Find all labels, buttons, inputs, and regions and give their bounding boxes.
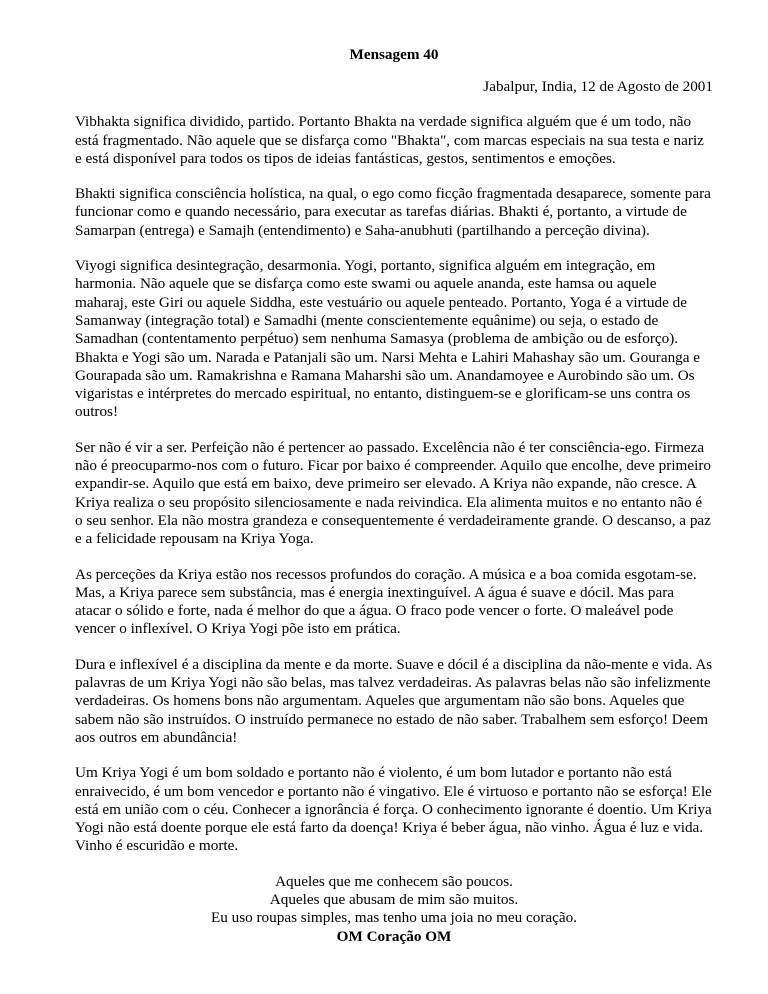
paragraph-percecoes: As perceções da Kriya estão nos recessos profundos do coração. A música e a boa comida esgotam-se. Mas, a Kriya parece sem substância, mas é energia inextinguível. A água é suave e dócil. Mas para atacar o sólido e forte, nada é melhor do que a água. O fraco pode vencer o forte. O maleável pode vencer o inflexível. O Kriya Yogi põe isto em prática.: [75, 565, 697, 638]
poem-line: Aqueles que me conhecem são poucos.: [275, 872, 513, 890]
paragraph-ser: Ser não é vir a ser. Perfeição não é pertencer ao passado. Excelência não é ter consciência-ego. Firmeza não é preocuparmo-nos com o futuro. Ficar por baixo é compreender. Aquilo que encolhe, deve primeiro expandir-se. Aquilo que está em baixo, deve primeiro ser elevado. A Kriya não expande, não cresce. A Kriya realiza o seu propósito silenciosamente e nada reivindica. Ela alimenta muitos e no entanto não é o seu senhor. Ela não mostra grandeza e consequentemente é verdadeiramente grande. O descanso, a paz e a felicidade repousam na Kriya Yoga.: [75, 438, 711, 548]
closing-signature: OM Coração OM: [336, 927, 452, 945]
paragraph-dura: Dura e inflexível é a disciplina da mente e da morte. Suave e dócil é a disciplina da não-mente e vida. As palavras de um Kriya Yogi não são belas, mas talvez verdadeiras. As palavras belas não são infelizmente verdadeiras. Os homens bons não argumentam. Aqueles que argumentam não são bons. Aqueles que sabem não são instruídos. O instruído permanece no estado de não saber. Trabalhem sem esforço! Deem aos outros em abundância!: [75, 655, 713, 746]
dateline: Jabalpur, India, 12 de Agosto de 2001: [483, 78, 713, 95]
poem-line: Aqueles que abusam de mim são muitos.: [269, 890, 519, 908]
paragraph-kriya-yogi: Um Kriya Yogi é um bom soldado e portanto não é violento, é um bom lutador e portanto não está enraivecido, é um bom vencedor e portanto não é vingativo. Ele é virtuoso e portanto não se esforça! Ele está em união com o céu. Conhecer a ignorância é força. O conhecimento ignorante é doentio. Um Kriya Yogi não está doente porque ele está farto da doença! Kriya é beber água, não vinho. Água é luz e vida. Vinho é escuridão e morte.: [75, 764, 712, 855]
paragraph-bhakti: Bhakti significa consciência holística, na qual, o ego como ficção fragmentada desaparece, somente para funcionar como e quando necessário, para executar as tarefas diárias. Bhakti é, portanto, a virtude de Samarpan (entrega) e Samajh (entendimento) e Saha-anubhuti (partilhando a perceção divina).: [75, 185, 711, 239]
paragraph-vibhakta: Vibhakta significa dividido, partido. Portanto Bhakta na verdade significa alguém que é um todo, não está fragmentado. Não aquele que se disfarça como "Bhakta", com marcas especiais na sua testa e nariz e está disponível para todos os tipos de ideias fantásticas, gestos, sentimentos e emoções.: [75, 113, 704, 167]
paragraph-viyogi: Viyogi significa desintegração, desarmonia. Yogi, portanto, significa alguém em integração, em harmonia. Não aquele que se disfarça como este swami ou aquele ananda, este hamsa ou aquele maharaj, este Giri ou aquele Siddha, este vestuário ou aquele penteado. Portanto, Yoga é a virtude de Samanway (integração total) e Samadhi (mente conscientemente equânime) ou seja, o estado de Samadhan (contentamento perpétuo) sem nenhuma Samasya (problema de ambição ou de esforço). Bhakta e Yogi são um. Narada e Patanjali são um. Narsi Mehta e Lahiri Mahashay são um. Gouranga e Gourapada são um. Ramakrishna e Ramana Maharshi são um. Anandamoyee e Aurobindo são um. Os vigaristas e intérpretes do mercado espiritual, no entanto, distinguem-se e glorificam-se uns contra os outros!: [75, 257, 701, 421]
document-title: Mensagem 40: [349, 46, 439, 63]
closing-poem: [75, 873, 713, 946]
poem-line: Eu uso roupas simples, mas tenho uma joia no meu coração.: [210, 909, 578, 927]
